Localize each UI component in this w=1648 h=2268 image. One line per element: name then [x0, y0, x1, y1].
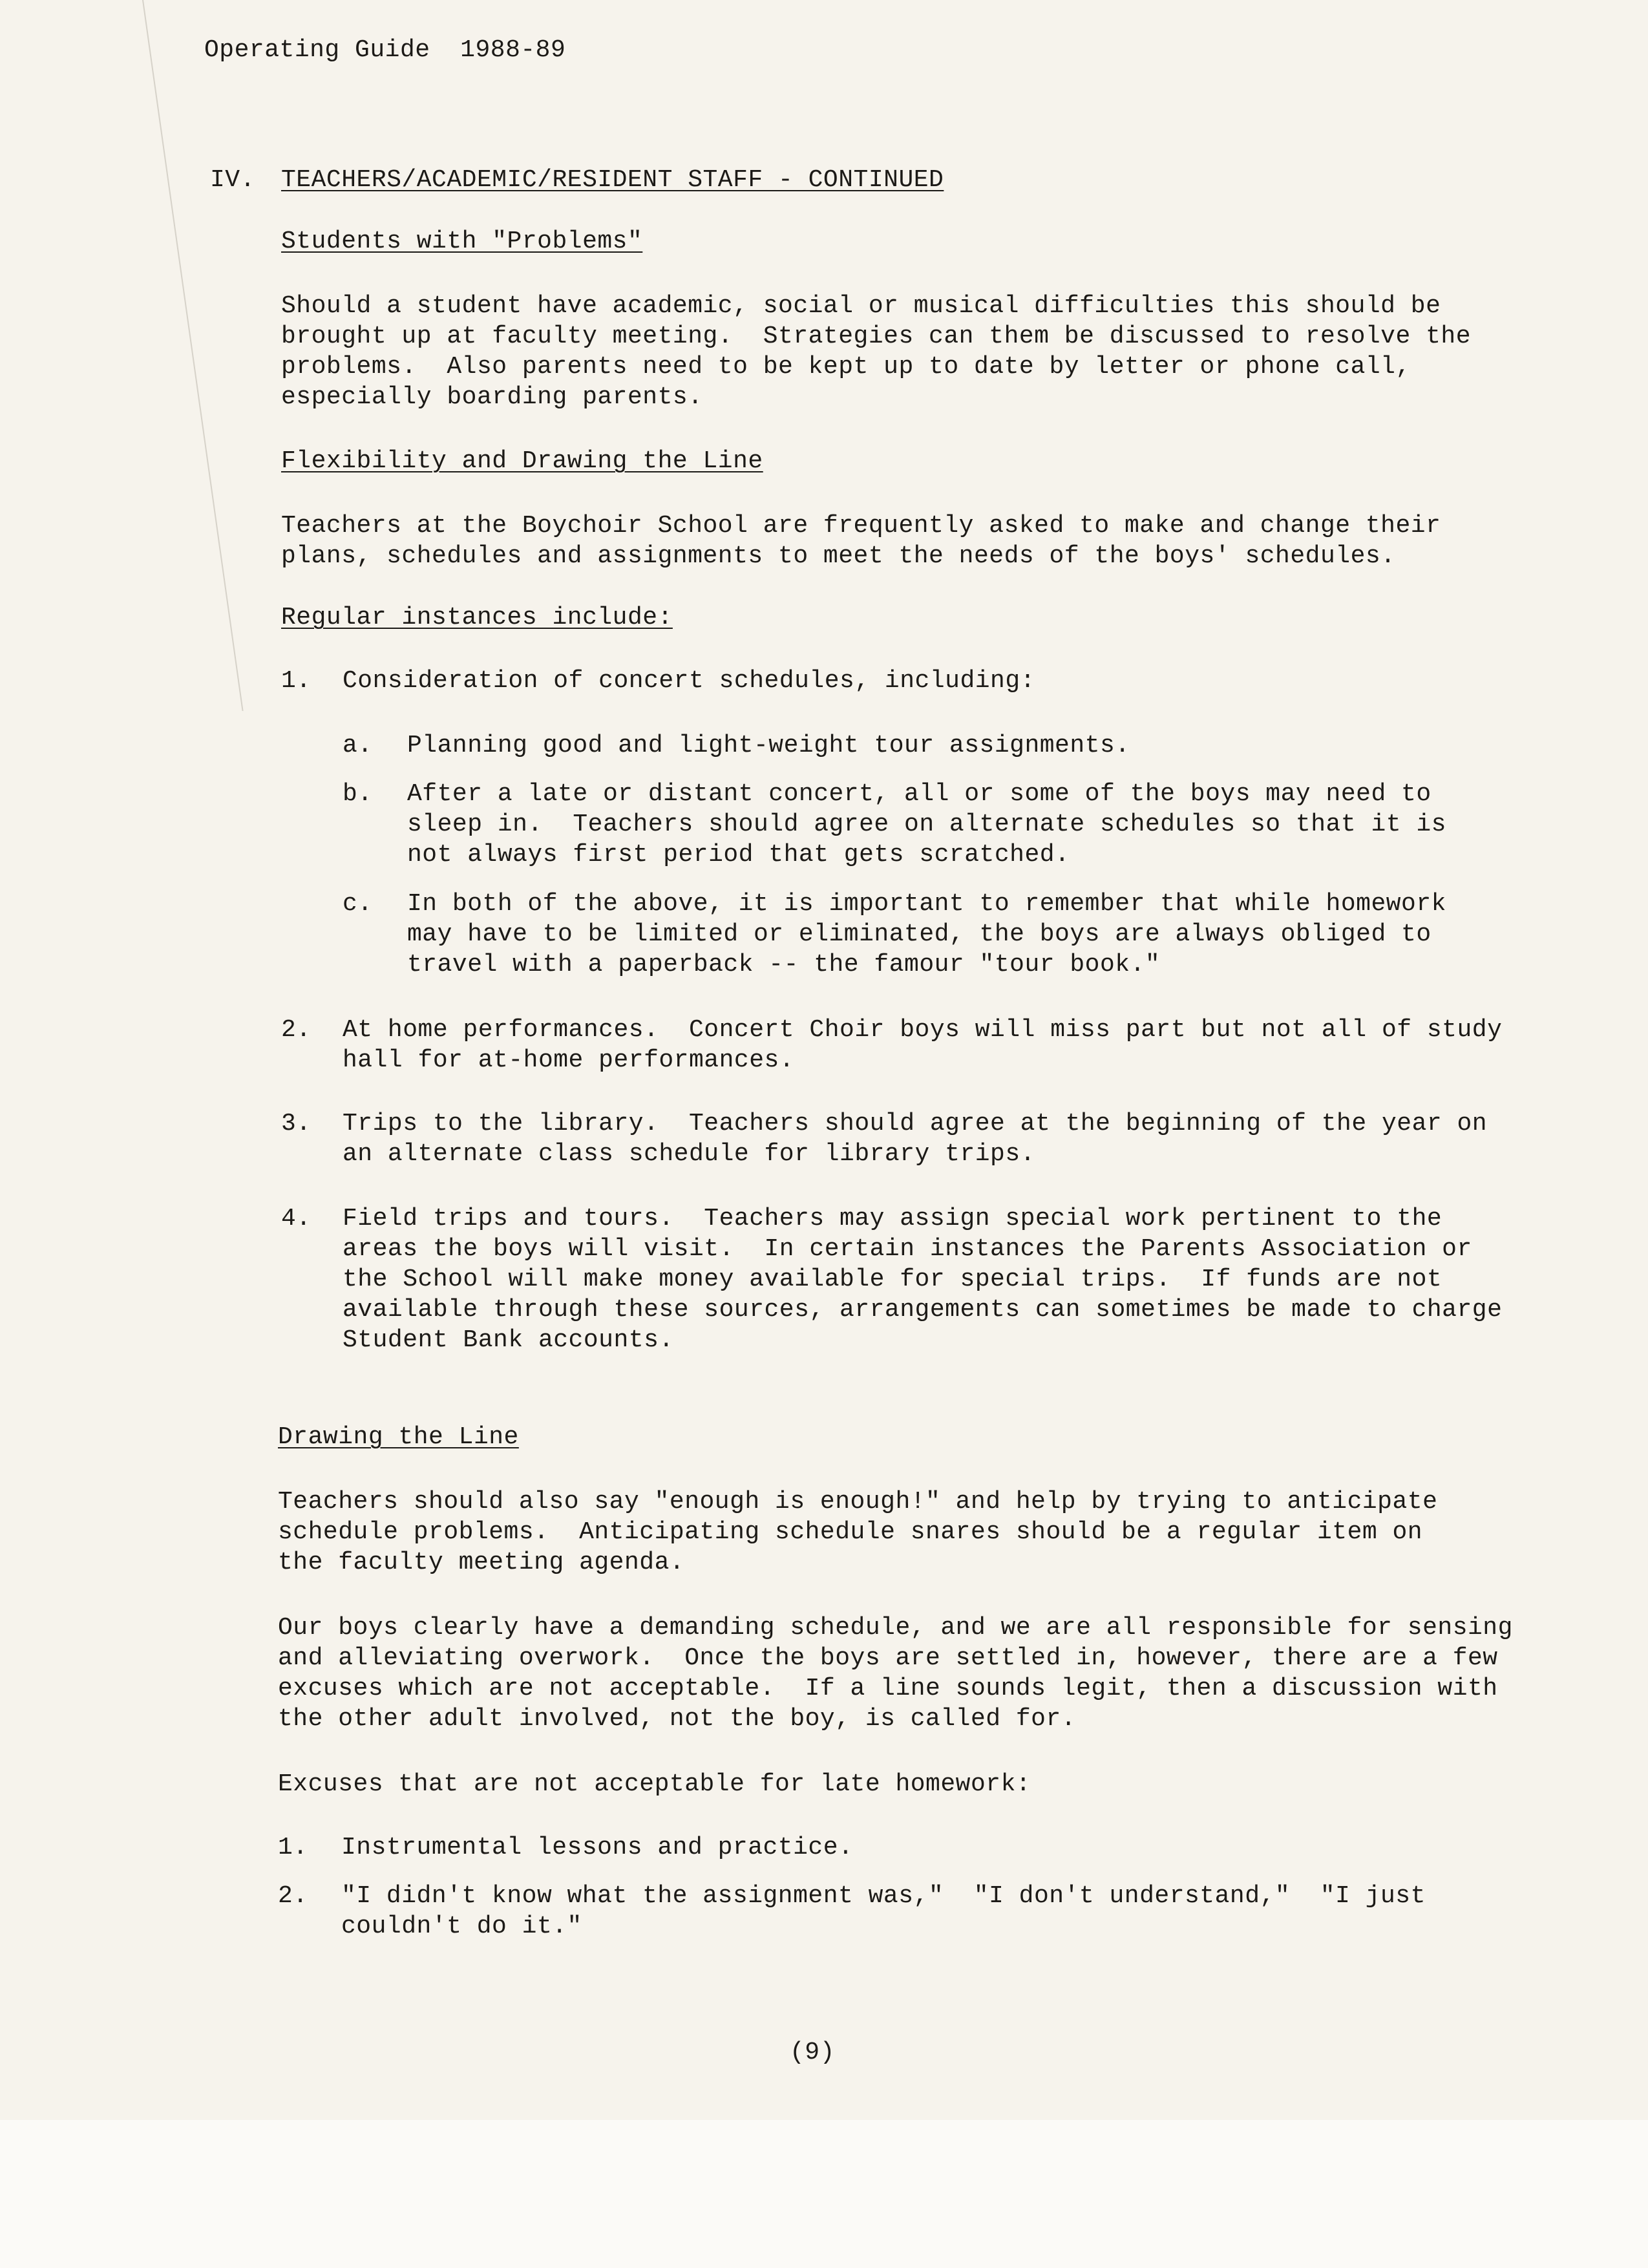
- list-item-text: hall for at-home performances.: [343, 1046, 795, 1074]
- para-flexibility-line-2: plans, schedules and assignments to meet the needs of the boys' schedules.: [281, 542, 1396, 570]
- sublist-item-text: Planning good and light-weight tour assignments.: [407, 732, 1130, 759]
- list-item-text: Student Bank accounts.: [343, 1326, 674, 1354]
- sublist-item-text: sleep in. Teachers should agree on alternate schedules so that it is: [407, 811, 1446, 838]
- list-item-text: Field trips and tours. Teachers may assign special work pertinent to the: [343, 1205, 1442, 1233]
- list-number: 2.: [281, 1016, 312, 1044]
- para-overwork-line-2: and alleviating overwork. Once the boys are settled in, however, there are a few: [278, 1644, 1498, 1672]
- list-item-text: Consideration of concert schedules, including:: [343, 667, 1035, 695]
- sublist-item-text: not always first period that gets scratched.: [407, 841, 1070, 869]
- list-item-text: At home performances. Concert Choir boys will miss part but not all of study: [343, 1016, 1503, 1044]
- page-fold-shadow: [0, 0, 244, 711]
- scan-margin: [0, 2120, 1648, 2268]
- heading-drawing-the-line: Drawing the Line: [278, 1423, 519, 1451]
- list-item-text: Instrumental lessons and practice.: [341, 1834, 854, 1861]
- list-item-text: couldn't do it.": [341, 1913, 582, 1940]
- list-number: 1.: [281, 667, 312, 695]
- para-overwork-line-1: Our boys clearly have a demanding schedule, and we are all responsible for sensing: [278, 1614, 1513, 1642]
- list-number: 1.: [278, 1834, 308, 1861]
- list-number: 4.: [281, 1205, 312, 1233]
- excuses-intro: Excuses that are not acceptable for late homework:: [278, 1770, 1031, 1798]
- para-drawing-line-2: schedule problems. Anticipating schedule snares should be a regular item on: [278, 1518, 1423, 1546]
- sublist-letter: b.: [343, 780, 373, 808]
- para-flexibility-line-1: Teachers at the Boychoir School are frequently asked to make and change their: [281, 512, 1441, 540]
- para-students-line-2: brought up at faculty meeting. Strategies can them be discussed to resolve the: [281, 323, 1471, 350]
- heading-students-problems: Students with "Problems": [281, 228, 643, 255]
- list-item-text: the School will make money available for special trips. If funds are not: [343, 1266, 1442, 1293]
- sublist-item-text: In both of the above, it is important to remember that while homework: [407, 890, 1446, 918]
- running-header: Operating Guide 1988-89: [204, 36, 566, 64]
- sublist-letter: c.: [343, 890, 373, 918]
- sublist-item-text: may have to be limited or eliminated, the boys are always obliged to: [407, 920, 1431, 948]
- para-drawing-line-1: Teachers should also say "enough is enough!" and help by trying to anticipate: [278, 1488, 1438, 1516]
- sublist-item-text: travel with a paperback -- the famour "tour book.": [407, 951, 1161, 979]
- list-number: 2.: [278, 1882, 308, 1910]
- para-students-line-1: Should a student have academic, social or musical difficulties this should be: [281, 292, 1441, 320]
- para-overwork-line-3: excuses which are not acceptable. If a line sounds legit, then a discussion with: [278, 1675, 1498, 1702]
- list-item-text: Trips to the library. Teachers should agree at the beginning of the year on: [343, 1110, 1488, 1138]
- list-item-text: "I didn't know what the assignment was," "I don't understand," "I just: [341, 1882, 1426, 1910]
- para-drawing-line-3: the faculty meeting agenda.: [278, 1549, 685, 1576]
- list-item-text: available through these sources, arrangements can sometimes be made to charge: [343, 1296, 1503, 1324]
- list-item-text: areas the boys will visit. In certain instances the Parents Association or: [343, 1235, 1472, 1263]
- subheading-regular-instances: Regular instances include:: [281, 604, 673, 631]
- list-number: 3.: [281, 1110, 312, 1138]
- heading-flexibility: Flexibility and Drawing the Line: [281, 447, 763, 475]
- sublist-letter: a.: [343, 732, 373, 759]
- para-overwork-line-4: the other adult involved, not the boy, is called for.: [278, 1705, 1077, 1733]
- sublist-item-text: After a late or distant concert, all or some of the boys may need to: [407, 780, 1431, 808]
- page-number: (9): [790, 2039, 835, 2066]
- para-students-line-3: problems. Also parents need to be kept up to date by letter or phone call,: [281, 353, 1411, 381]
- para-students-line-4: especially boarding parents.: [281, 383, 703, 411]
- section-title: TEACHERS/ACADEMIC/RESIDENT STAFF - CONTINUED: [281, 166, 944, 194]
- list-item-text: an alternate class schedule for library trips.: [343, 1140, 1035, 1168]
- section-number: IV.: [210, 166, 255, 194]
